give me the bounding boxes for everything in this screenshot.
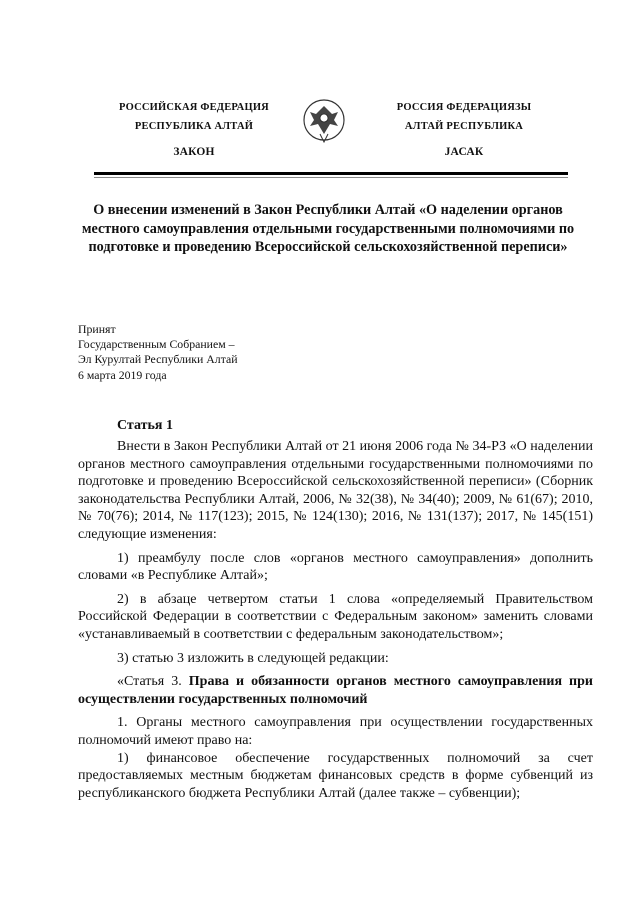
adoption-date: 6 марта 2019 года: [78, 367, 167, 382]
header-right-republic: АЛТАЙ РЕСПУБЛИКА: [404, 121, 524, 132]
law-title: О внесении изменений в Закон Республики Алтай «О наделении органов местного самоуправления отдельными государственными полномочиями по подготовке и проведению Всероссийской сельскохозяйственной переписи»: [81, 202, 575, 255]
header-left-doc-type: ЗАКОН: [173, 146, 215, 158]
header-left-country: РОССИЙСКАЯ ФЕДЕРАЦИЯ: [119, 102, 269, 113]
article-paragraph-4: 3) статью 3 изложить в следующей редакции:: [117, 650, 389, 666]
article-paragraph-5: [78, 673, 593, 708]
header-left-republic: РЕСПУБЛИКА АЛТАЙ: [134, 121, 254, 132]
header-right-doc-type: JАСАК: [444, 146, 484, 158]
article-heading: Статья 1: [117, 418, 173, 433]
header-divider: [94, 172, 568, 175]
quoted-article-title: Права и обязанности органов местного самоуправления при осуществлении государственных полномочий: [78, 674, 593, 707]
article-paragraph-1: Внести в Закон Республики Алтай от 21 июня 2006 года № 34-РЗ «О наделении органов местного самоуправления отдельными государственными полномочиями по подготовке и проведению Всероссийской сельскохозяйственной переписи» (Сборник законодательства Республики Алтай, 2006, № 32(38), № 34(40); 2009, № 61(67); 2010, № 70(76); 2014, № 117(123); 2015, № 124(130); 2016, № 131(137); 2017, № 145(151) следующие изменения:: [78, 439, 593, 542]
coat-of-arms-icon: [302, 94, 346, 148]
article-body: [78, 438, 593, 808]
adoption-line-1: Принят: [78, 322, 116, 336]
article-paragraph-2: 1) преамбулу после слов «органов местного самоуправления» дополнить словами «в Республике Алтай»;: [78, 550, 593, 584]
header-right-country: РОССИЯ ФЕДЕРАЦИЯЗЫ: [396, 102, 532, 113]
adoption-line-3: Эл Курултай Республики Алтай: [78, 352, 238, 367]
header-divider-thin: [94, 177, 568, 178]
article-paragraph-3: 2) в абзаце четвертом статьи 1 слова «определяемый Правительством Российской Федерации в соответствии с Федеральным законом» заменить словами «устанавливаемый в соответствии с федеральным законодательством»;: [78, 591, 593, 642]
article-paragraph-7: 1) финансовое обеспечение государственных полномочий за счет предоставляемых местным бюджетам финансовых средств в форме субвенций из республиканского бюджета Республики Алтай (далее также – субвенции);: [78, 750, 593, 801]
quoted-article-prefix: «Статья 3.: [117, 674, 189, 690]
adoption-block: [78, 322, 238, 383]
article-paragraph-6: 1. Органы местного самоуправления при осуществлении государственных полномочий имеют право на:: [78, 715, 593, 748]
adoption-line-2: Государственным Собранием –: [78, 337, 235, 352]
